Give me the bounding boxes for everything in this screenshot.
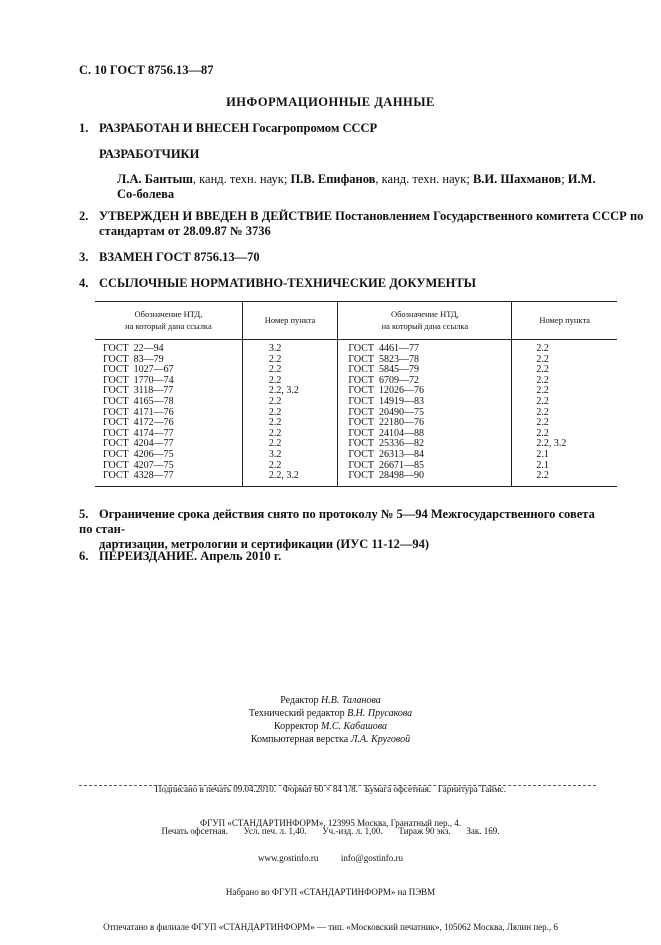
section-1	[79, 121, 377, 136]
section-3-text: ВЗАМЕН ГОСТ 8756.13—70	[99, 250, 260, 264]
ntd-cell: ГОСТ 14919—83	[338, 397, 512, 408]
page-title: ИНФОРМАЦИОННЫЕ ДАННЫЕ	[226, 95, 435, 109]
print-info-line1: Подписано в печать 09.04.2010. Формат 60 × 84 1/8. Бумага офсетная. Гарнитура Таймс.	[154, 784, 507, 794]
publisher-line3: Набрано во ФГУП «СТАНДАРТИНФОРМ» на ПЭВМ	[225, 887, 436, 897]
clause-cell: 2.1	[512, 461, 617, 472]
ntd-cell: ГОСТ 83—79	[103, 353, 164, 365]
print-info-line2: Печать офсетная. Усл. печ. л. 1,40. Уч.-изд. л. 1,00. Тираж 90 экз. Зак. 169.	[161, 826, 500, 836]
section-1-number: 1.	[79, 121, 89, 135]
clause-cell: 2.2, 3.2	[242, 471, 338, 486]
table-row	[95, 471, 617, 486]
credit-corrector: Корректор М.С. Кабашова	[273, 721, 388, 732]
ntd-cell: ГОСТ 6709—72	[338, 376, 512, 387]
table-row	[95, 340, 617, 355]
credits-block	[0, 694, 661, 746]
credit-tech-editor: Технический редактор В.Н. Прусакова	[248, 708, 413, 719]
clause-cell: 2.2	[512, 397, 617, 408]
clause-cell: 2.2	[242, 418, 338, 429]
ntd-cell: ГОСТ 4206—75	[103, 448, 174, 460]
clause-cell: 2.2	[512, 365, 617, 376]
table-row	[95, 397, 617, 408]
clause-cell: 2.2	[512, 418, 617, 429]
publisher-line1: ФГУП «СТАНДАРТИНФОРМ», 123995 Москва, Гранатный пер., 4.	[199, 818, 462, 828]
clause-cell: 2.2	[242, 461, 338, 472]
developers-heading: РАЗРАБОТЧИКИ	[99, 147, 200, 161]
clause-cell: 2.2	[242, 408, 338, 419]
ntd-cell: ГОСТ 5845—79	[338, 365, 512, 376]
ntd-cell: ГОСТ 4207—75	[103, 459, 174, 471]
references-table	[95, 301, 617, 487]
developer-name: П.В. Епифанов	[290, 172, 376, 186]
publisher-line4: Отпечатано в филиале ФГУП «СТАНДАРТИНФОРМ» — тип. «Московский печатник», 105062 Москва, Лялин пер., 6	[103, 921, 558, 932]
section-2-line1: УТВЕРЖДЕН И ВВЕДЕН В ДЕЙСТВИЕ Постановлением Государственного комитета СССР по	[99, 209, 644, 223]
section-5-line1: Ограничение срока действия снято по протоколу № 5—94 Межгосударственного совета по стан-	[79, 507, 595, 536]
clause-cell: 2.2	[512, 471, 617, 486]
col-header-ntd: Обозначение НТД, на который дана ссылка	[95, 302, 242, 340]
clause-cell: 3.2	[242, 450, 338, 461]
ntd-cell: ГОСТ 26313—84	[338, 450, 512, 461]
clause-cell: 2.2	[512, 429, 617, 440]
section-3-number: 3.	[79, 250, 89, 264]
clause-cell: 2.2	[512, 355, 617, 366]
section-4-number: 4.	[79, 276, 89, 290]
page-header: С. 10 ГОСТ 8756.13—87	[79, 63, 214, 77]
clause-cell: 2.2	[242, 376, 338, 387]
section-3	[79, 250, 260, 265]
clause-cell: 2.2	[242, 355, 338, 366]
section-4-text: ССЫЛОЧНЫЕ НОРМАТИВНО-ТЕХНИЧЕСКИЕ ДОКУМЕНТЫ	[99, 276, 476, 290]
developer-name: И.М. Со-болева	[117, 172, 596, 201]
section-5	[79, 507, 599, 552]
section-2	[79, 209, 643, 239]
ntd-cell: ГОСТ 20490—75	[338, 408, 512, 419]
developer-name: Л.А. Бантыш	[117, 172, 193, 186]
section-1-text: РАЗРАБОТАН И ВНЕСЕН Госагропромом СССР	[99, 121, 378, 135]
clause-cell: 2.2, 3.2	[512, 439, 617, 450]
developer-title: , канд. техн. наук;	[375, 172, 473, 186]
clause-cell: 2.2	[512, 376, 617, 387]
ntd-cell: ГОСТ 3118—77	[103, 385, 174, 397]
ntd-cell: ГОСТ 4172—76	[103, 417, 174, 429]
section-6	[79, 549, 281, 564]
ntd-cell: ГОСТ 1027—67	[103, 364, 174, 376]
clause-cell: 2.2	[512, 386, 617, 397]
col-header-clause: Номер пункта	[242, 302, 338, 340]
col-header-ntd-2: Обозначение НТД, на который дана ссылка	[338, 302, 512, 340]
developer-name: В.И. Шахманов	[472, 172, 562, 186]
ntd-cell: ГОСТ 24104—88	[338, 429, 512, 440]
table-header-row	[95, 302, 617, 340]
publisher-line2: www.gostinfo.ru info@gostinfo.ru	[258, 852, 403, 863]
clause-cell: 3.2	[242, 340, 338, 355]
clause-cell: 2.2	[242, 439, 338, 450]
section-5-line2: дартизации, метрологии и сертификации (ИУС 11-12—94)	[99, 537, 430, 551]
ntd-cell: ГОСТ 4165—78	[103, 395, 174, 407]
clause-cell: 2.2	[242, 397, 338, 408]
section-6-number: 6.	[79, 549, 89, 563]
ntd-cell: ГОСТ 25336—82	[338, 439, 512, 450]
ntd-cell: ГОСТ 4171—76	[103, 406, 174, 418]
ntd-cell: ГОСТ 22180—76	[338, 418, 512, 429]
ntd-cell: ГОСТ 4204—77	[103, 438, 174, 450]
ntd-cell: ГОСТ 28498—90	[338, 471, 512, 486]
clause-cell: 2.2	[242, 365, 338, 376]
developer-separator: ;	[561, 172, 568, 186]
ntd-cell: ГОСТ 12026—76	[338, 386, 512, 397]
section-2-line2: стандартам от 28.09.87 № 3736	[99, 224, 271, 238]
ntd-cell: ГОСТ 4174—77	[103, 427, 174, 439]
section-5-number: 5.	[79, 507, 89, 521]
ntd-cell: ГОСТ 26671—85	[338, 461, 512, 472]
ntd-cell: ГОСТ 4328—77	[95, 471, 242, 486]
clause-cell: 2.1	[512, 450, 617, 461]
ntd-cell: ГОСТ 1770—74	[103, 374, 174, 386]
developer-title: , канд. техн. наук;	[192, 172, 291, 186]
divider	[79, 785, 596, 786]
clause-cell: 2.2	[512, 408, 617, 419]
col-header-clause-2: Номер пункта	[512, 302, 617, 340]
section-6-text: ПЕРЕИЗДАНИЕ. Апрель 2010 г.	[99, 549, 282, 563]
publisher-info	[0, 795, 661, 945]
developers-list	[117, 172, 597, 202]
section-4	[79, 276, 476, 291]
ntd-cell: ГОСТ 22—94	[103, 343, 164, 354]
credit-layout: Компьютерная верстка Л.А. Круговой	[250, 734, 411, 745]
ntd-cell: ГОСТ 4461—77	[338, 340, 512, 355]
clause-cell: 2.2	[242, 429, 338, 440]
clause-cell: 2.2	[512, 340, 617, 355]
ntd-cell: ГОСТ 5823—78	[338, 355, 512, 366]
clause-cell: 2.2, 3.2	[242, 386, 338, 397]
credit-editor: Редактор Н.В. Таланова	[280, 695, 381, 706]
table-row	[95, 450, 617, 461]
section-2-number: 2.	[79, 209, 89, 223]
